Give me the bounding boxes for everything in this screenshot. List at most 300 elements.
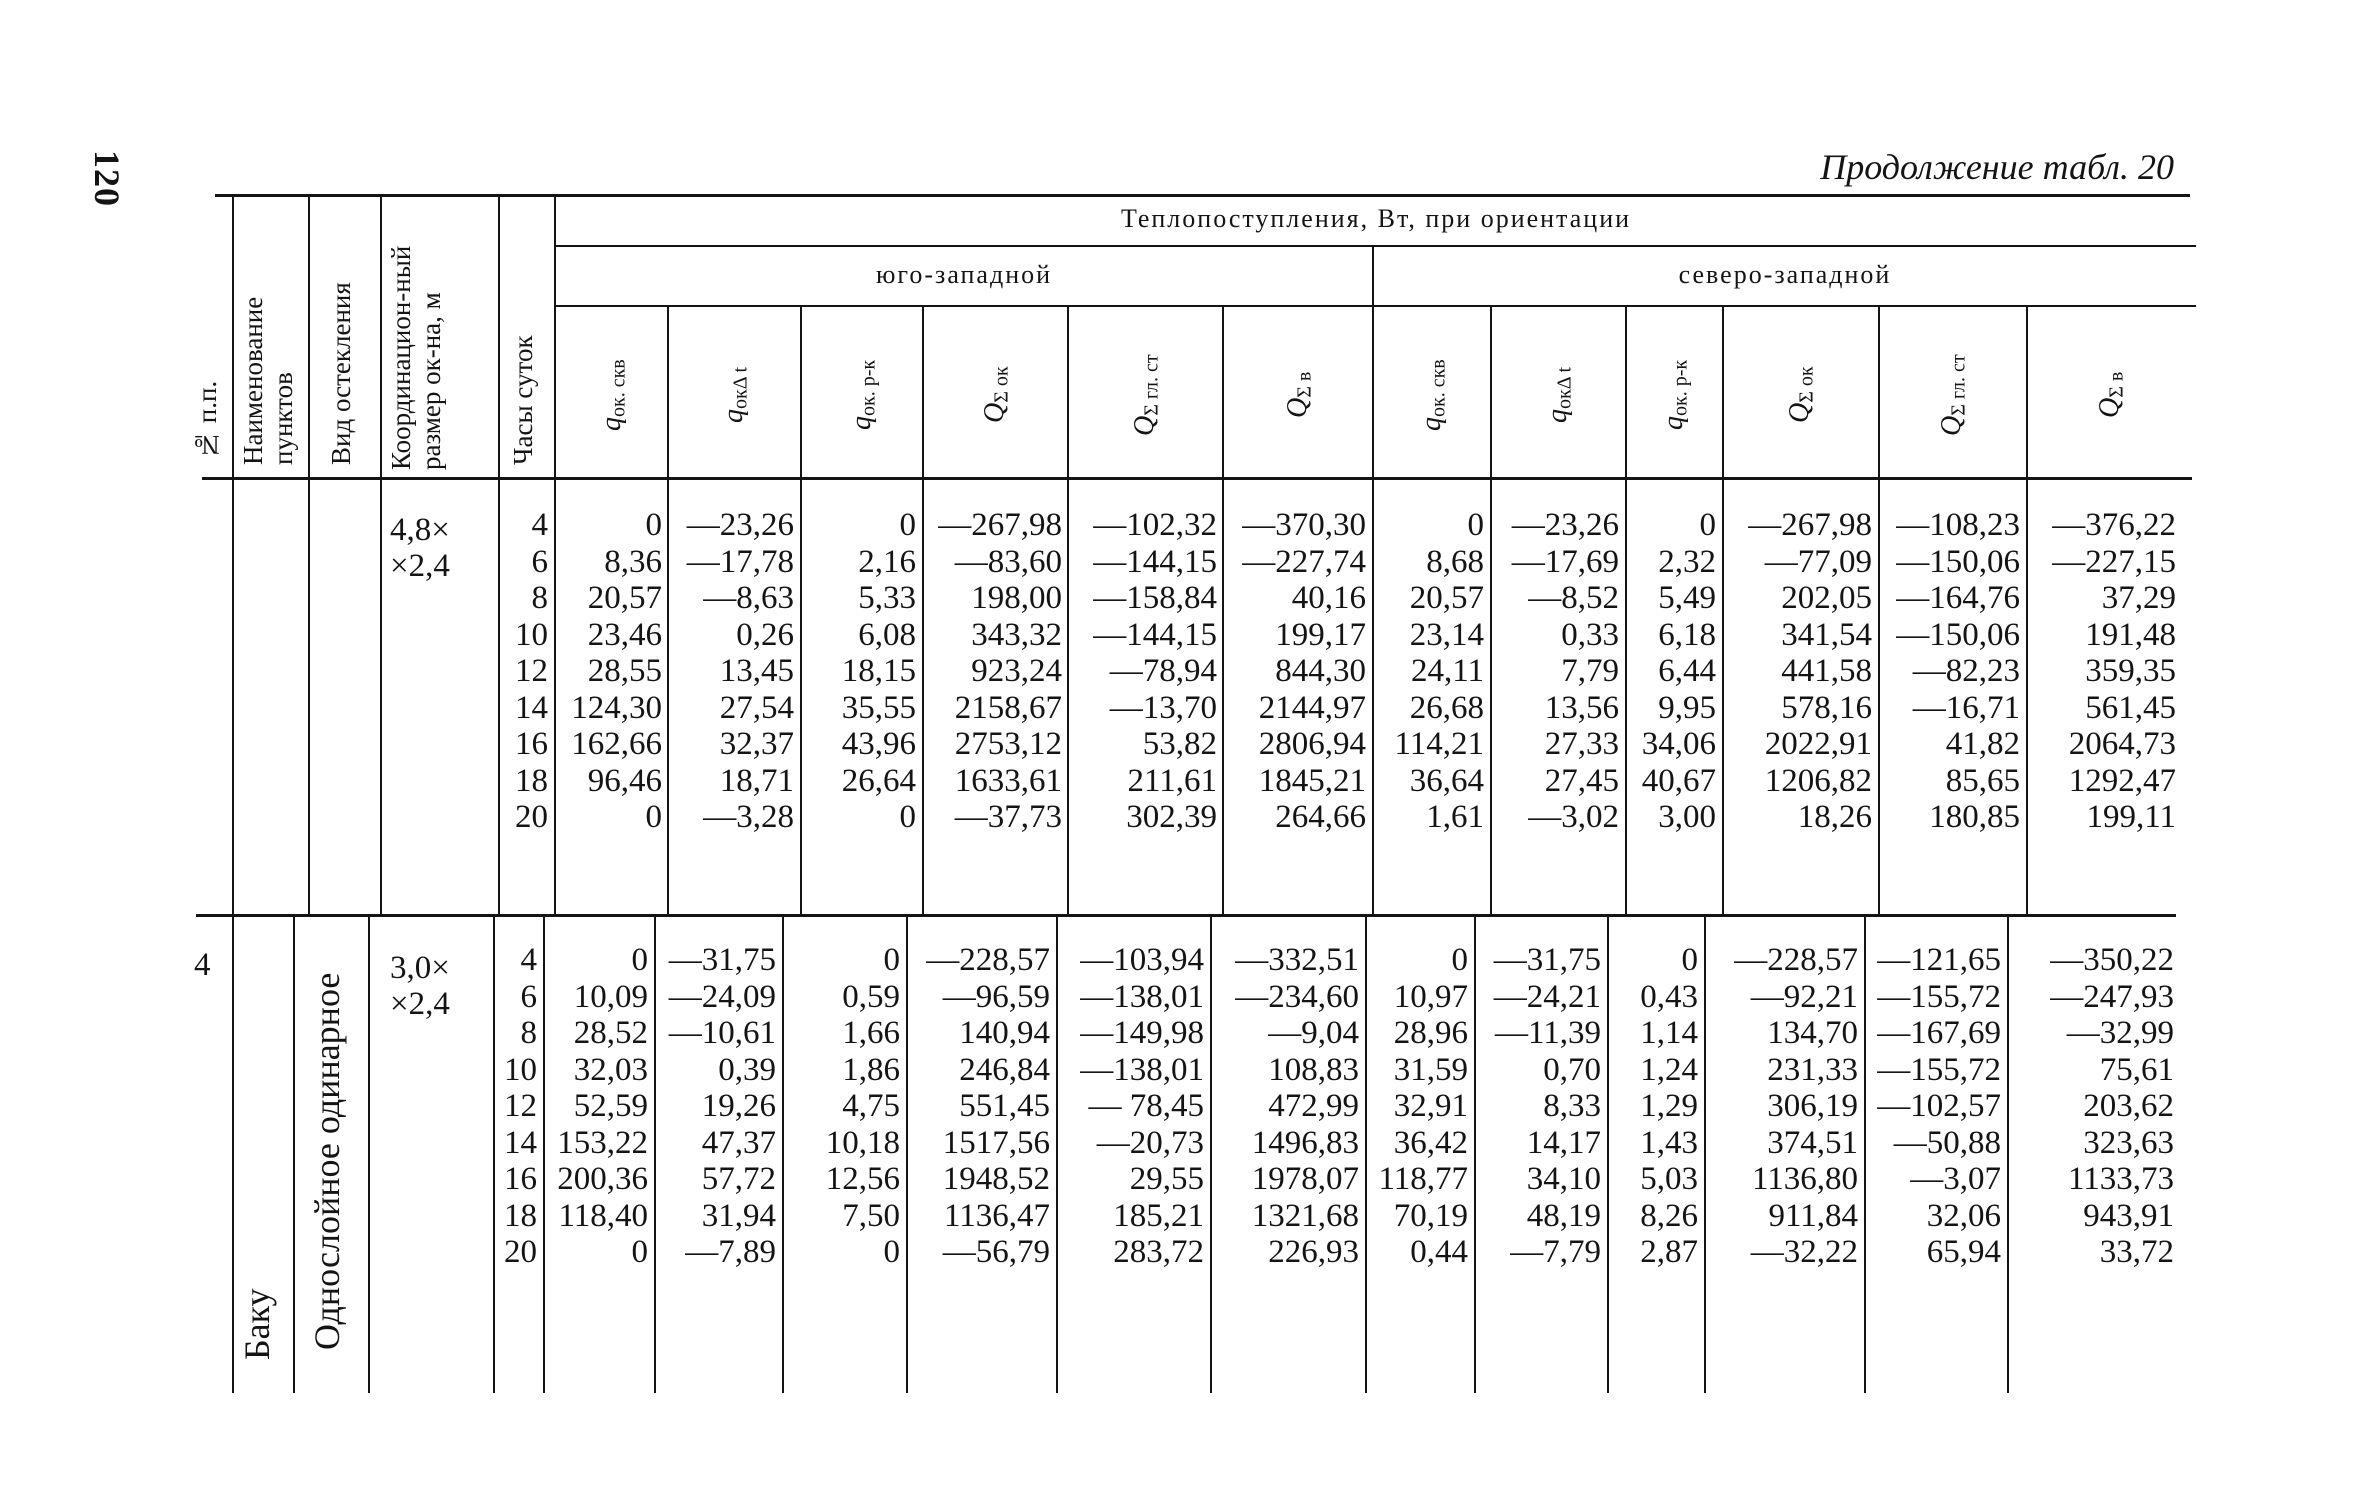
col-rule — [293, 916, 295, 1393]
table-cell: —138,01 — [1080, 1051, 1204, 1088]
table-cell: 578,16 — [1781, 689, 1872, 726]
table-cell: 18,26 — [1797, 799, 1872, 835]
table-cell: 65,94 — [1926, 1234, 2001, 1270]
southwest-column-5 — [1058, 942, 1204, 1271]
table-cell: 1,86 — [842, 1051, 900, 1088]
sw-group-rule — [556, 245, 2196, 247]
table-cell: 0,39 — [718, 1051, 776, 1088]
table-cell: 2144,97 — [1258, 689, 1366, 726]
table-cell: 1292,47 — [2068, 762, 2176, 799]
table-cell: —92,21 — [1750, 978, 1858, 1015]
table-cell: —227,15 — [2052, 543, 2176, 580]
table-cell: —37,73 — [954, 799, 1062, 835]
table-cell: —167,69 — [1877, 1015, 2001, 1051]
table-cell: —24,21 — [1493, 978, 1601, 1015]
table-cell: 7,50 — [842, 1197, 900, 1234]
table-cell: —83,60 — [954, 543, 1062, 580]
table-cell: —3,02 — [1528, 799, 1619, 835]
table-cell: —103,94 — [1080, 942, 1204, 978]
southwest-column-4 — [910, 942, 1050, 1271]
table-cell: 0 — [1451, 942, 1468, 978]
southwest-column-6 — [1219, 942, 1359, 1271]
table-cell: 0 — [631, 1234, 648, 1270]
table-cell: 226,93 — [1268, 1234, 1359, 1270]
table-cell: 26,68 — [1409, 689, 1484, 726]
table-cell: —108,23 — [1896, 507, 2020, 543]
table-cell: 1321,68 — [1251, 1197, 1359, 1234]
table-cell: 199,17 — [1275, 616, 1366, 653]
table-cell: 191,48 — [2085, 616, 2176, 653]
table-cell: 4 — [520, 942, 537, 978]
table-cell: 108,83 — [1268, 1051, 1359, 1088]
hours-column — [498, 507, 548, 836]
table-cell: 2022,91 — [1764, 726, 1872, 762]
table-cell: 13,45 — [719, 653, 794, 689]
table-cell: 118,40 — [558, 1197, 648, 1234]
table-cell: 1206,82 — [1764, 762, 1872, 799]
table-cell: 231,33 — [1767, 1051, 1858, 1088]
table-cell: 0 — [1681, 942, 1698, 978]
table-cell: —11,39 — [1494, 1015, 1601, 1051]
block2-glazing-type: Однослойное одинарное — [307, 972, 347, 1350]
table-cell: 8,36 — [604, 543, 662, 580]
table-cell: —370,30 — [1242, 507, 1366, 543]
table-cell: —20,73 — [1096, 1124, 1204, 1161]
table-cell: 1,14 — [1640, 1015, 1698, 1051]
table-cell: 28,55 — [587, 653, 662, 689]
table-cell: —149,98 — [1080, 1015, 1204, 1051]
col-rule — [782, 916, 784, 1393]
table-cell: 343,32 — [971, 616, 1062, 653]
col-rule — [1474, 916, 1476, 1393]
subcolumn-header: $q_{ок. скв}$ — [1416, 359, 1450, 431]
table-cell: —350,22 — [2050, 942, 2174, 978]
col-rule — [1704, 916, 1706, 1393]
table-cell: —3,07 — [1910, 1161, 2001, 1197]
subcolumn-header: $q_{ок\Delta t}$ — [1542, 366, 1576, 424]
table-cell: 323,63 — [2083, 1124, 2174, 1161]
table-cell: —16,71 — [1912, 689, 2020, 726]
table-cell: 34,10 — [1526, 1161, 1601, 1197]
table-cell: 40,67 — [1641, 762, 1716, 799]
table-cell: 1136,80 — [1751, 1161, 1858, 1197]
table-cell: 211,61 — [1127, 762, 1217, 799]
table-cell: 0,70 — [1543, 1051, 1601, 1088]
table-cell: 32,03 — [573, 1051, 648, 1088]
table-cell: 8 — [531, 580, 548, 616]
table-cell: 0 — [899, 507, 916, 543]
table-cell: 561,45 — [2085, 689, 2176, 726]
header-number: № п.п. — [192, 380, 222, 460]
table-cell: 1978,07 — [1251, 1161, 1359, 1197]
table-cell: 341,54 — [1781, 616, 1872, 653]
table-cell: —144,15 — [1093, 616, 1217, 653]
table-cell: 32,06 — [1926, 1197, 2001, 1234]
southwest-column-1 — [548, 942, 648, 1271]
table-cell: 1133,73 — [2067, 1161, 2174, 1197]
table-cell: —8,52 — [1528, 580, 1619, 616]
table-cell: 27,33 — [1544, 726, 1619, 762]
table-cell: —23,26 — [686, 507, 794, 543]
table-cell: 5,03 — [1640, 1161, 1698, 1197]
table-cell: 246,84 — [959, 1051, 1050, 1088]
table-cell: 0,26 — [736, 616, 794, 653]
table-cell: —9,04 — [1268, 1015, 1359, 1051]
table-cell: —56,79 — [942, 1234, 1050, 1270]
col-rule — [1490, 306, 1492, 916]
table-cell: 10 — [504, 1051, 537, 1088]
table-cell: 18 — [504, 1197, 537, 1234]
table-cell: —77,09 — [1764, 543, 1872, 580]
table-cell: 23,14 — [1409, 616, 1484, 653]
table-cell: 41,82 — [1945, 726, 2020, 762]
table-cell: — 78,45 — [1088, 1088, 1204, 1124]
table-cell: 199,11 — [2086, 799, 2176, 835]
table-cell: 14 — [515, 689, 548, 726]
table-cell: 306,19 — [1767, 1088, 1858, 1124]
table-cell: —17,78 — [686, 543, 794, 580]
subcolumn-header: $Q_{\Sigma ок}$ — [1784, 366, 1818, 424]
table-cell: 118,77 — [1378, 1161, 1468, 1197]
table-cell: 10,09 — [573, 978, 648, 1015]
southwest-column-6 — [1226, 507, 1366, 836]
table-cell: —32,99 — [2066, 1015, 2174, 1051]
table-cell: 2,87 — [1640, 1234, 1698, 1270]
table-cell: —227,74 — [1242, 543, 1366, 580]
table-cell: 359,35 — [2085, 653, 2176, 689]
table-cell: 57,72 — [701, 1161, 776, 1197]
table-cell: —234,60 — [1235, 978, 1359, 1015]
table-cell: 203,62 — [2083, 1088, 2174, 1124]
table-cell: 6 — [520, 978, 537, 1015]
table-cell: 12 — [504, 1088, 537, 1124]
header-hours: Часы суток — [508, 335, 538, 465]
table-cell: —78,94 — [1109, 653, 1217, 689]
table-cell: 28,96 — [1393, 1015, 1468, 1051]
subcolumn-header: $Q_{\Sigma гл. ст}$ — [1129, 354, 1163, 436]
col-rule — [308, 196, 310, 916]
table-cell: 4,75 — [842, 1088, 900, 1124]
table-cell: —24,09 — [668, 978, 776, 1015]
table-cell: —267,98 — [1748, 507, 1872, 543]
table-cell: 8,68 — [1426, 543, 1484, 580]
table-cell: 0 — [883, 1234, 900, 1270]
table-cell: 23,46 — [587, 616, 662, 653]
table-cell: 20 — [504, 1234, 537, 1270]
table-cell: 4 — [531, 507, 548, 543]
table-cell: —164,76 — [1896, 580, 2020, 616]
table-cell: 202,05 — [1781, 580, 1872, 616]
table-cell: 0 — [1467, 507, 1484, 543]
table-cell: 1845,21 — [1258, 762, 1366, 799]
table-cell: 185,21 — [1113, 1197, 1204, 1234]
table-cell: —247,93 — [2050, 978, 2174, 1015]
block2-window-size: 3,0× ×2,4 — [390, 950, 450, 1022]
table-cell: —155,72 — [1877, 978, 2001, 1015]
table-cell: —13,70 — [1109, 689, 1217, 726]
northwest-column-6 — [2014, 942, 2174, 1271]
col-rule — [380, 196, 382, 916]
table-cell: 441,58 — [1781, 653, 1872, 689]
table-cell: —267,98 — [938, 507, 1062, 543]
table-cell: 10,97 — [1393, 978, 1468, 1015]
table-cell: 2,32 — [1658, 543, 1716, 580]
table-cell: —17,69 — [1511, 543, 1619, 580]
southwest-column-1 — [556, 507, 662, 836]
subcolumn-header: $q_{ок. скв}$ — [596, 359, 630, 431]
table-cell: 264,66 — [1275, 799, 1366, 835]
table-cell: 0 — [645, 799, 662, 835]
southwest-column-4 — [922, 507, 1062, 836]
col-rule — [2007, 916, 2009, 1393]
table-cell: 1,29 — [1640, 1088, 1698, 1124]
table-cell: 32,91 — [1393, 1088, 1468, 1124]
table-cell: 153,22 — [557, 1124, 648, 1161]
table-cell: 35,55 — [841, 689, 916, 726]
table-cell: 551,45 — [959, 1088, 1050, 1124]
table-cell: 6,44 — [1658, 653, 1716, 689]
southwest-column-3 — [790, 942, 900, 1271]
northwest-column-4 — [1708, 942, 1858, 1271]
table-cell: 472,99 — [1268, 1088, 1359, 1124]
table-cell: 85,65 — [1945, 762, 2020, 799]
table-cell: 0,43 — [1640, 978, 1698, 1015]
table-cell: 14,17 — [1526, 1124, 1601, 1161]
table-cell: 12 — [515, 653, 548, 689]
col-rule — [232, 916, 234, 1393]
northwest-column-1 — [1362, 942, 1468, 1271]
table-cell: 162,66 — [571, 726, 662, 762]
table-cell: 96,46 — [587, 762, 662, 799]
table-cell: 0 — [899, 799, 916, 835]
table-cell: —121,65 — [1877, 942, 2001, 978]
table-cell: 10,18 — [825, 1124, 900, 1161]
table-cell: 140,94 — [959, 1015, 1050, 1051]
table-cell: —10,61 — [668, 1015, 776, 1051]
subcolumn-header: $q_{ок. р-к}$ — [1658, 359, 1692, 431]
subcolumn-header: $Q_{\Sigma гл. ст}$ — [1936, 354, 1970, 436]
table-cell: 12,56 — [825, 1161, 900, 1197]
table-cell: 10 — [515, 616, 548, 653]
table-cell: 0,59 — [842, 978, 900, 1015]
header-glazing-type: Вид остекления — [326, 282, 356, 465]
table-cell: —3,28 — [703, 799, 794, 835]
northwest-column-6 — [2036, 507, 2176, 836]
table-cell: 0,44 — [1410, 1234, 1468, 1270]
table-cell: 24,11 — [1410, 653, 1484, 689]
block1-window-size: 4,8× ×2,4 — [390, 512, 450, 584]
southwest-column-3 — [806, 507, 916, 836]
table-cell: 31,94 — [701, 1197, 776, 1234]
table-cell: 5,33 — [858, 580, 916, 616]
table-cell: —7,79 — [1510, 1234, 1601, 1270]
table-cell: —228,57 — [1734, 942, 1858, 978]
subcolumn-header: $q_{ок. р-к}$ — [846, 359, 880, 431]
table-cell: 27,45 — [1544, 762, 1619, 799]
table-cell: 283,72 — [1113, 1234, 1204, 1270]
table-cell: 2064,73 — [2068, 726, 2176, 762]
table-cell: —82,23 — [1912, 653, 2020, 689]
northwest-column-2 — [1493, 507, 1619, 836]
header-southwest: юго-западной — [875, 260, 1053, 289]
table-cell: —150,06 — [1896, 543, 2020, 580]
table-cell: 31,59 — [1393, 1051, 1468, 1088]
table-cell: 37,29 — [2101, 580, 2176, 616]
table-cell: 1496,83 — [1251, 1124, 1359, 1161]
table-cell: —31,75 — [1493, 942, 1601, 978]
table-cell: —23,26 — [1511, 507, 1619, 543]
table-cell: 13,56 — [1544, 689, 1619, 726]
col-rule — [543, 916, 545, 1393]
table-cell: 1948,52 — [942, 1161, 1050, 1197]
col-rule — [2026, 306, 2028, 916]
table-cell: 6,18 — [1658, 616, 1716, 653]
table-cell: 1,24 — [1640, 1051, 1698, 1088]
table-cell: 40,16 — [1291, 580, 1366, 616]
table-cell: 16 — [504, 1161, 537, 1197]
block2-number: 4 — [194, 947, 211, 983]
table-cell: —138,01 — [1080, 978, 1204, 1015]
table-cell: —8,63 — [703, 580, 794, 616]
table-cell: 844,30 — [1275, 653, 1366, 689]
table-cell: 374,51 — [1767, 1124, 1858, 1161]
page-number: 120 — [87, 150, 127, 207]
table-cell: 70,19 — [1393, 1197, 1468, 1234]
table-cell: 18,71 — [719, 762, 794, 799]
table-cell: —376,22 — [2052, 507, 2176, 543]
table-cell: 1,61 — [1426, 799, 1484, 835]
southwest-column-2 — [656, 942, 776, 1271]
table-cell: 8,33 — [1543, 1088, 1601, 1124]
table-cell: 2,16 — [858, 543, 916, 580]
table-cell: 1,66 — [842, 1015, 900, 1051]
table-cell: 47,37 — [701, 1124, 776, 1161]
table-cell: 1,43 — [1640, 1124, 1698, 1161]
table-cell: 34,06 — [1641, 726, 1716, 762]
table-continuation-caption: Продолжение табл. 20 — [1820, 147, 2174, 187]
table-cell: 36,64 — [1409, 762, 1484, 799]
header-bottom-rule — [202, 477, 2192, 480]
table-cell: 75,61 — [2099, 1051, 2174, 1088]
table-cell: —144,15 — [1093, 543, 1217, 580]
table-cell: 1517,56 — [942, 1124, 1050, 1161]
hours-column — [487, 942, 537, 1271]
table-cell: 20,57 — [587, 580, 662, 616]
subcolumn-header: $Q_{\Sigma в}$ — [2094, 371, 2128, 419]
table-cell: 200,36 — [557, 1161, 648, 1197]
header-window-size: Координацион-ный размер ок-на, м — [386, 245, 446, 470]
table-cell: 9,95 — [1658, 689, 1716, 726]
table-cell: 26,64 — [841, 762, 916, 799]
table-cell: 48,19 — [1526, 1197, 1601, 1234]
subcol-header-rule — [556, 305, 2196, 307]
table-cell: 943,91 — [2083, 1197, 2174, 1234]
table-cell: 36,42 — [1393, 1124, 1468, 1161]
table-cell: 0 — [1699, 507, 1716, 543]
table-cell: 2753,12 — [954, 726, 1062, 762]
table-cell: —7,89 — [685, 1234, 776, 1270]
table-cell: 0 — [631, 942, 648, 978]
table-cell: 0 — [645, 507, 662, 543]
col-rule — [800, 306, 802, 916]
southwest-column-2 — [668, 507, 794, 836]
table-cell: 7,79 — [1561, 653, 1619, 689]
table-cell: 923,24 — [971, 653, 1062, 689]
table-cell: 8 — [520, 1015, 537, 1051]
table-cell: 6 — [531, 543, 548, 580]
table-cell: —102,32 — [1093, 507, 1217, 543]
table-cell: —332,51 — [1235, 942, 1359, 978]
header-heat-gain: Теплопоступления, Вт, при ориентации — [1120, 204, 1632, 233]
table-cell: 1136,47 — [943, 1197, 1050, 1234]
col-rule — [232, 196, 234, 916]
northwest-column-5 — [1861, 942, 2001, 1271]
table-cell: 16 — [515, 726, 548, 762]
table-cell: —150,06 — [1896, 616, 2020, 653]
table-cell: 114,21 — [1394, 726, 1484, 762]
northwest-column-3 — [1610, 942, 1698, 1271]
table-cell: —32,22 — [1750, 1234, 1858, 1270]
northwest-column-1 — [1374, 507, 1484, 836]
table-cell: 32,37 — [719, 726, 794, 762]
col-rule — [906, 916, 908, 1393]
table-cell: 43,96 — [841, 726, 916, 762]
table-cell: —155,72 — [1877, 1051, 2001, 1088]
table-cell: —158,84 — [1093, 580, 1217, 616]
table-cell: 0 — [883, 942, 900, 978]
table-cell: —96,59 — [942, 978, 1050, 1015]
table-top-rule — [215, 194, 2190, 197]
table-cell: 302,39 — [1126, 799, 1217, 835]
subcolumn-header: $q_{ок\Delta t}$ — [718, 366, 752, 424]
header-station-name: Наименование пунктов — [238, 296, 298, 465]
col-rule — [1210, 916, 1212, 1393]
table-cell: 18 — [515, 762, 548, 799]
col-rule — [1222, 306, 1224, 916]
northwest-column-2 — [1477, 942, 1601, 1271]
table-cell: 27,54 — [719, 689, 794, 726]
table-cell: 20 — [515, 799, 548, 835]
table-cell: 5,49 — [1658, 580, 1716, 616]
northwest-column-5 — [1880, 507, 2020, 836]
col-rule — [1607, 916, 1609, 1393]
subcolumn-header: $Q_{\Sigma в}$ — [1282, 371, 1316, 419]
table-cell: 29,55 — [1129, 1161, 1204, 1197]
table-cell: 198,00 — [971, 580, 1062, 616]
table-cell: 53,82 — [1142, 726, 1217, 762]
table-cell: —31,75 — [668, 942, 776, 978]
table-cell: 14 — [504, 1124, 537, 1161]
table-cell: —50,88 — [1893, 1124, 2001, 1161]
table-cell: —228,57 — [926, 942, 1050, 978]
table-cell: 0,33 — [1561, 616, 1619, 653]
northwest-column-3 — [1626, 507, 1716, 836]
subcolumn-header: $Q_{\Sigma ок}$ — [979, 366, 1013, 424]
table-cell: 911,84 — [1768, 1197, 1858, 1234]
table-cell: 8,26 — [1640, 1197, 1698, 1234]
table-cell: 3,00 — [1658, 799, 1716, 835]
table-cell: 6,08 — [858, 616, 916, 653]
table-cell: 19,26 — [701, 1088, 776, 1124]
table-cell: —102,57 — [1877, 1088, 2001, 1124]
header-northwest: северо-западной — [1678, 260, 1892, 289]
table-cell: 33,72 — [2099, 1234, 2174, 1270]
table-cell: 124,30 — [571, 689, 662, 726]
col-rule — [368, 916, 370, 1393]
table-cell: 134,70 — [1767, 1015, 1858, 1051]
table-cell: 1633,61 — [954, 762, 1062, 799]
southwest-column-5 — [1067, 507, 1217, 836]
